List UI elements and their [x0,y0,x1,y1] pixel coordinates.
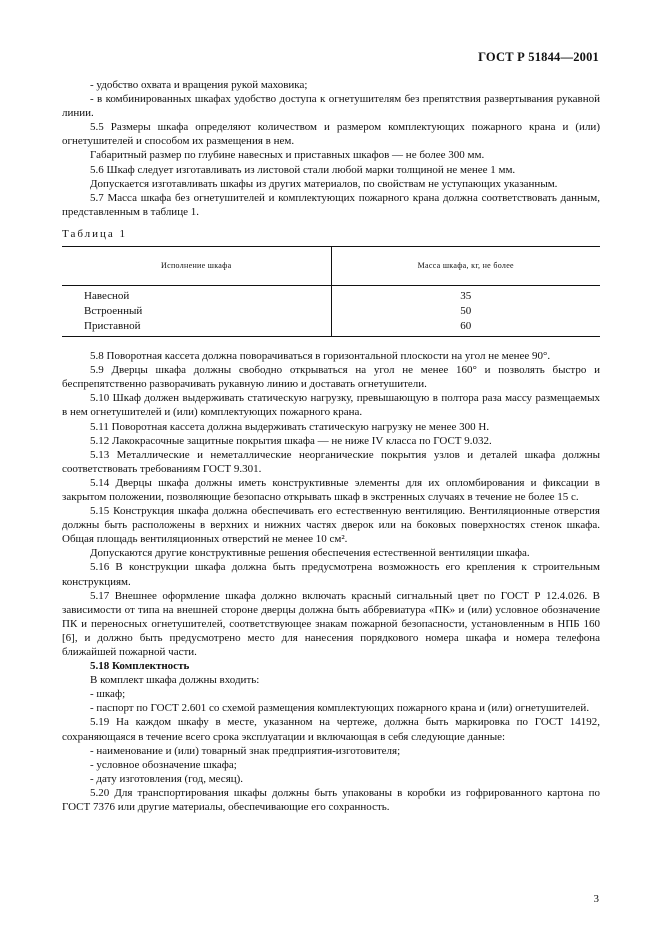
paragraph: 5.15 Конструкция шкафа должна обеспечивать его естественную вентиляцию. Вентиляционные отверстия должны быть расположены в верхних и нижних частях дверок или на боковых поверхностях стенок шкафа. Общая площадь вентиляционных отверстий не менее 10 см². [62,505,600,546]
table-row [62,286,600,305]
section-heading: 5.18 Комплектность [90,660,190,673]
mass-table [62,246,600,337]
paragraph: 5.12 Лакокрасочные защитные покрытия шкафа — не ниже IV класса по ГОСТ 9.032. [90,434,492,447]
paragraph: 5.5 Размеры шкафа определяют количеством и размером комплектующих пожарного крана и (или) огнетушителей и способом их размещения в нем. [62,121,600,148]
paragraph: 5.10 Шкаф должен выдерживать статическую нагрузку, превышающую в полтора раза массу размещаемых в нем огнетушителей и (или) комплектующих пожарного крана. [62,392,600,419]
paragraph: 5.19 На каждом шкафу в месте, указанном на чертеже, должна быть маркировка по ГОСТ 14192, сохраняющаяся в течение всего срока эксплуатации и включающая в себя следующие данные: [62,716,600,743]
table-cell-mass: 60 [331,319,600,337]
list-item: - шкаф; [90,688,126,701]
paragraph: 5.6 Шкаф следует изготавливать из листовой стали любой марки толщиной не менее 1 мм. [90,163,516,176]
table-cell-type: Навесной [62,286,331,305]
table-header-mass: Масса шкафа, кг, не более [331,247,600,286]
paragraph: 5.11 Поворотная кассета должна выдерживать статическую нагрузку не менее 300 Н. [90,420,490,433]
table-caption: Таблица 1 [62,227,128,240]
list-item: - наименование и (или) товарный знак предприятия-изготовителя; [90,744,401,757]
list-item: - условное обозначение шкафа; [90,758,237,771]
paragraph: 5.8 Поворотная кассета должна поворачиваться в горизонтальной плоскости на угол не менее 90°. [90,350,551,363]
list-item: - дату изготовления (год, месяц). [90,772,244,785]
table-header-type: Исполнение шкафа [62,247,331,286]
paragraph: 5.14 Дверцы шкафа должны иметь конструктивные элементы для их опломбирования и фиксации в закрытом положении, позволяющие безопасно открывать шкаф в экстренных случаях в течение не более 15 с. [62,476,600,503]
paragraph: 5.17 Внешнее оформление шкафа должно включать красный сигнальный цвет по ГОСТ Р 12.4.026. В зависимости от типа на внешней стороне дверцы должна быть аббревиатура «ПК» и (или) условное обозначение ПК и переносных огнетушителей, соответствующее знакам пожарной безопасности, установленным в НПБ 160 [6], и должно быть предусмотрено место для нанесения порядкового номера шкафа и номера телефона ближайшей пожарной части. [62,589,600,658]
paragraph: Габаритный размер по глубине навесных и приставных шкафов — не более 300 мм. [90,149,485,162]
paragraph: Допускаются другие конструктивные решения обеспечения естественной вентиляции шкафа. [90,547,530,560]
table-cell-mass: 50 [460,305,472,318]
table-cell-type: Встроенный [62,304,331,319]
paragraph: В комплект шкафа должны входить: [90,674,260,687]
standard-header: ГОСТ Р 51844—2001 [478,50,599,64]
table-cell-type: Приставной [62,319,331,337]
paragraph: 5.9 Дверцы шкафа должны свободно открываться на угол не менее 160° и позволять быстро и беспрепятственно разворачивать рукавную линию и доставать огнетушители. [62,364,600,391]
paragraph: Допускается изготавливать шкафы из других материалов, по свойствам не уступающих указанным. [90,177,558,190]
table-cell-mass: 35 [460,290,472,303]
paragraph: 5.16 В конструкции шкафа должна быть предусмотрена возможность его крепления к строительным конструкциям. [62,561,600,588]
paragraph: 5.20 Для транспортирования шкафы должны быть упакованы в коробки из гофрированного картона по ГОСТ 7376 или другие материалы, обеспечивающие его сохранность. [62,786,600,814]
page-number: 3 [593,893,599,905]
paragraph: - в комбинированных шкафах удобство доступа к огнетушителям без препятствия развертывания рукавной линии. [62,93,600,120]
document-body [62,78,600,814]
table-row [62,319,600,337]
paragraph: - удобство охвата и вращения рукой маховика; [90,79,308,91]
paragraph: 5.7 Масса шкафа без огнетушителей и комплектующих пожарного крана должна соответствовать данным, представленным в таблице 1. [62,191,600,218]
paragraph: 5.13 Металлические и неметаллические неорганические покрытия узлов и деталей шкафа должны соответствовать требованиям ГОСТ 9.301. [62,448,600,475]
table-row [62,304,600,319]
list-item: - паспорт по ГОСТ 2.601 со схемой размещения комплектующих пожарного крана и (или) огнетушителей. [90,702,590,715]
